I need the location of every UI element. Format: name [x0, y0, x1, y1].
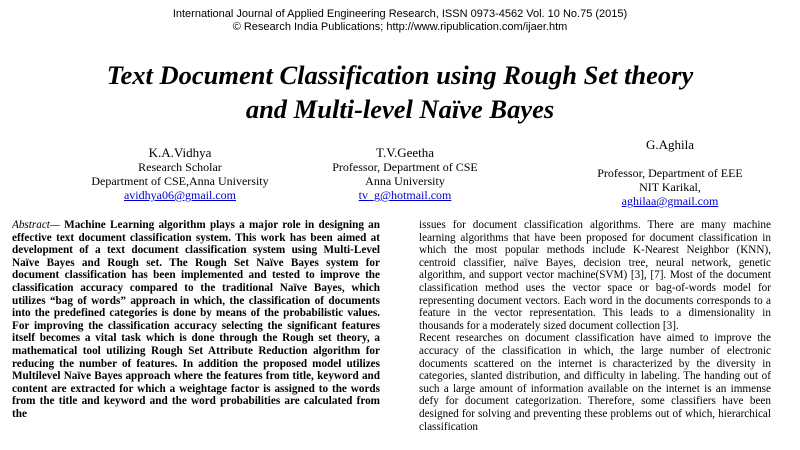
author-role: Research Scholar	[138, 160, 222, 174]
author-email-link[interactable]: tv_g@hotmail.com	[358, 188, 452, 202]
abstract-label: Abstract—	[12, 219, 60, 231]
body-paragraph-1: issues for document classification algorithms. There are many machine learning algorithms that have been proposed for document classification in which the most popular methods include K-Nearest Neighbor (KNN), centroid classifier, naïve Bayes, decision tree, neural network, genetic algorithm, and support vector machine(SVM) [3], [7]. Most of the document classification method uses the vector space or bag-of-words model for representing document vectors. Each word in the documents corresponds to a feature in the vector representation. This leads to a dimensionality in thousands for a moderately sized document collection [3].	[419, 219, 771, 332]
author-role: Professor, Department of CSE	[332, 160, 478, 174]
author-block	[585, 138, 755, 208]
journal-citation: International Journal of Applied Engineering Research, ISSN 0973-4562 Vol. 10 No.75 (2015)	[172, 8, 628, 20]
abstract-text: Machine Learning algorithm plays a major role in designing an effective text document classification system. This work has been aimed at development of a text document classification system using Multi-Level Naïve Bayes and Rough set. The Rough Set Naïve Bayes system for document classification has been implemented and tested to improve the classification accuracy compared to the traditional Naïve Bayes, which utilizes “bag of words” approach in which, the classification of documents into the predefined categories is done by means of the probabilistic values. For improving the classification accuracy selecting the significant features itself becomes a vital task which is done through the Rough set theory, a mathematical tool utilizing Rough Set Attribute Reduction algorithm for reducing the number of features. In addition the proposed model utilizes Multilevel Naïve Bayes approach where the features from title, keyword and content are extracted for which a weightage factor is assigned to the words from the title and keyword and the word probabilities are calculated from the	[12, 219, 380, 420]
publisher-line: © Research India Publications; http://www.ripublication.com/ijaer.htm	[232, 21, 568, 33]
abstract-column	[12, 219, 380, 450]
author-role: Professor, Department of EEE	[597, 166, 743, 180]
paper-title	[0, 58, 800, 126]
author-block	[315, 146, 495, 202]
author-name: T.V.Geetha	[376, 145, 434, 160]
author-email-link[interactable]: avidhya06@gmail.com	[123, 188, 237, 202]
author-affiliation: NIT Karikal,	[639, 180, 701, 194]
author-name: G.Aghila	[645, 137, 695, 152]
body-column	[419, 219, 771, 450]
abstract-paragraph	[12, 219, 380, 421]
title-line-2: and Multi-level Naïve Bayes	[245, 94, 555, 124]
title-line-1: Text Document Classification using Rough Set theory	[106, 60, 694, 90]
author-name: K.A.Vidhya	[148, 145, 212, 160]
author-block	[40, 146, 320, 202]
author-email-link[interactable]: aghilaa@gmail.com	[621, 194, 719, 208]
body-paragraph-2: Recent researches on document classification have aimed to improve the accuracy of the classification in which, the large number of electronic documents scattered on the internet is characterized by the diversity in categories, slanted distribution, and difficulty in labeling. The handing out of such a large amount of information available on the internet is an immense defy for document categorization. Therefore, some classifiers have been designed for solving and preventing these problems out of which, hierarchical classification	[419, 332, 771, 433]
author-affiliation: Anna University	[365, 174, 445, 188]
journal-header	[0, 8, 800, 34]
author-affiliation: Department of CSE,Anna University	[91, 174, 269, 188]
